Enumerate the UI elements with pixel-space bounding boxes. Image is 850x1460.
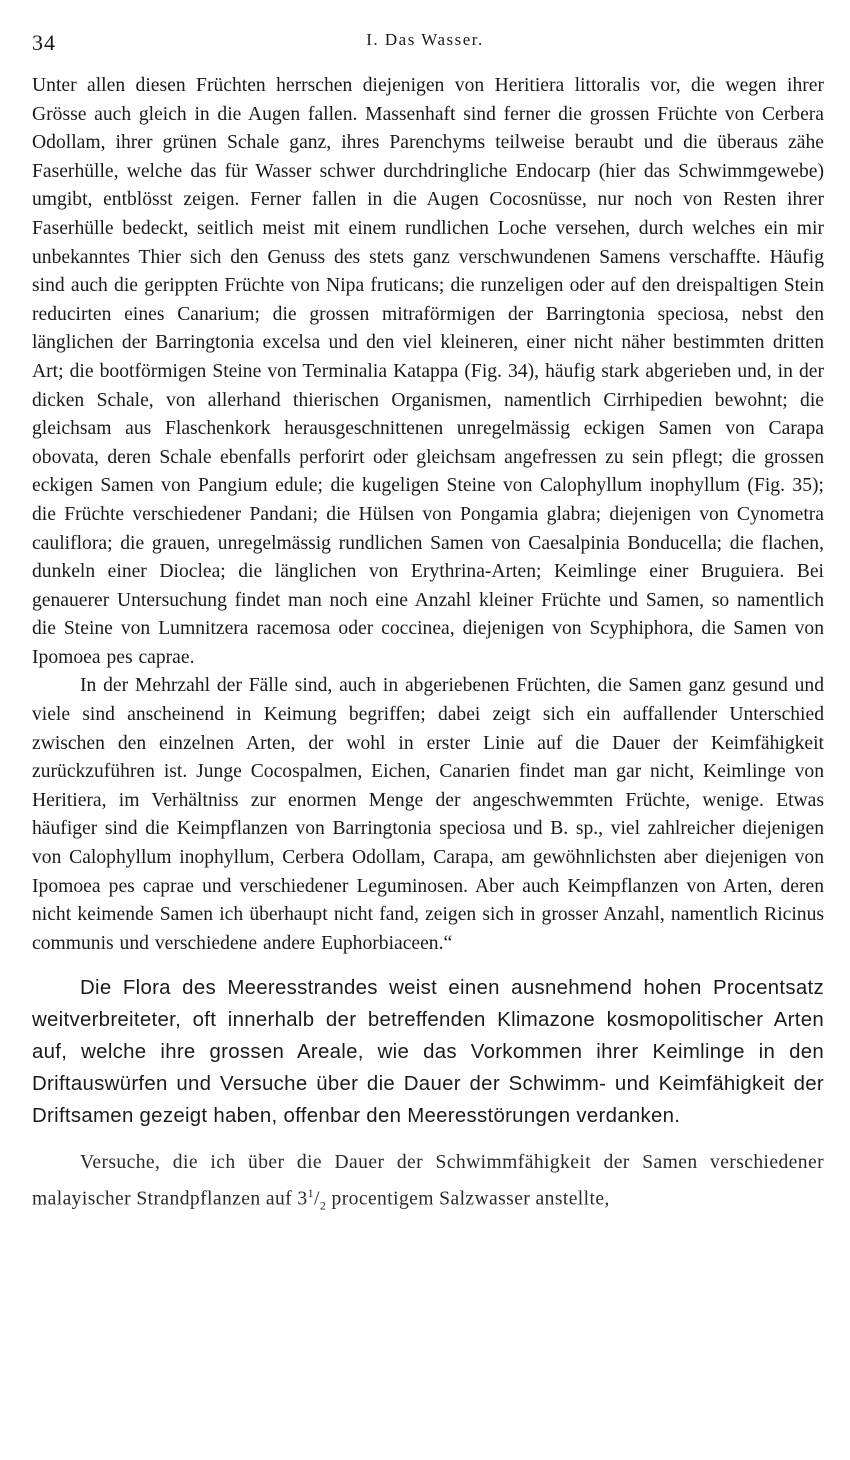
continuation-text-end: procentigem Salzwasser anstellte, [326,1188,610,1210]
page-number: 34 [32,30,56,55]
fraction-slash: / [313,1188,320,1210]
quote-paragraph-1: Unter allen diesen Früchten herrschen diejenigen von Heritiera littoralis vor, die wegen ihrer Grösse auch gleich in die Augen fallen. Massenhaft sind ferner die grossen Früchte von Cerbera Odollam, ihrer grünen Schale ganz, ihres Parenchyms teilweise beraubt und die überaus zähe Faserhülle, welche das für Wasser schwer durchdringliche Endocarp (hier das Schwimmgewebe) umgibt, entblösst zeigen. Ferner fallen in die Augen Cocosnüsse, nur noch von Resten ihrer Faserhülle bedeckt, seitlich meist mit einem rundlichen Loche versehen, durch welches ein mir unbekanntes Thier sich den Genuss des stets ganz verschwundenen Samens verschaffte. Häufig sind auch die gerippten Früchte von Nipa fruticans; die runzeligen oder auf den dreispaltigen Stein reducirten eines Canarium; die grossen mitraförmigen der Barringtonia speciosa, nebst den länglichen der Barringtonia excelsa und den viel kleineren, einer nicht näher bestimmten dritten Art; die bootförmigen Steine von Terminalia Katappa (Fig. 34), häufig stark abgerieben und, in der dicken Schale, von allerhand thierischen Organismen, namentlich Cirrhipedien bewohnt; die gleichsam aus Flaschenkork herausgeschnittenen unregelmässig eckigen Samen von Carapa obovata, deren Schale ebenfalls perforirt oder gleichsam angefressen zu sein pflegt; die grossen eckigen Samen von Pangium edule; die kugeligen Steine von Calophyllum inophyllum (Fig. 35); die Früchte verschiedener Pandani; die Hülsen von Pongamia glabra; diejenigen von Cynometra cauliflora; die grauen, unregelmässig rundlichen Samen von Caesalpinia Bonducella; die flachen, dunkeln einer Dioclea; die länglichen von Erythrina-Arten; Keimlinge einer Bruguiera. Bei genauerer Untersuchung findet man noch eine Anzahl kleiner Früchte und Samen, so namentlich die Steine von Lumnitzera racemosa oder coccinea, diejenigen von Scyphiphora, die Samen von Ipomoea pes caprae. [32,75,824,668]
quote-paragraph-2: In der Mehrzahl der Fälle sind, auch in abgeriebenen Früchten, die Samen ganz gesund und viele sind anscheinend in Keimung begriffen; dabei zeigt sich ein auffallender Unterschied zwischen den einzelnen Arten, der wohl in erster Linie auf die Dauer der Keimfähigkeit zurückzuführen ist. Junge Cocospalmen, Eichen, Canarien findet man gar nicht, Keimlinge von Heritiera, im Verhältniss zur enormen Menge der angeschwemmten Früchte, wenige. Etwas häufiger sind die Keimpflanzen von Barringtonia speciosa und B. sp., viel zahlreicher diejenigen von Calophyllum inophyllum, Cerbera Odollam, Carapa, am gewöhnlichsten aber diejenigen von Ipomoea pes caprae und verschiedener Leguminosen. Aber auch Keimpflanzen von Arten, deren nicht keimende Samen ich überhaupt nicht fand, zeigen sich in grosser Anzahl, namentlich Ricinus communis und verschiedene andere Euphorbiaceen.“ [32,675,824,954]
page-header [30,26,820,66]
main-paragraph: Die Flora des Meeresstrandes weist einen ausnehmend hohen Procentsatz weitverbreiteter, oft innerhalb der betreffenden Klimazone kosmopolitischer Arten auf, welche ihre grossen Areale, wie das Vorkommen ihrer Keimlinge in den Driftauswürfen und Versuche über die Dauer der Schwimm- und Keimfähigkeit der Driftsamen gezeigt haben, offenbar den Meeresstörungen verdanken. [32,977,824,1128]
continuation-paragraph [32,1148,824,1220]
fraction-denominator: 2 [319,1198,327,1213]
fraction-numerator: 1 [307,1186,314,1201]
running-title: I. Das Wasser. [366,30,484,49]
continuation-text-start: Versuche, die ich über die Dauer der Schwimmfähigkeit der Samen verschiedener malayischer Strandpflanzen auf 3 [32,1152,824,1210]
page-body [32,72,824,1221]
